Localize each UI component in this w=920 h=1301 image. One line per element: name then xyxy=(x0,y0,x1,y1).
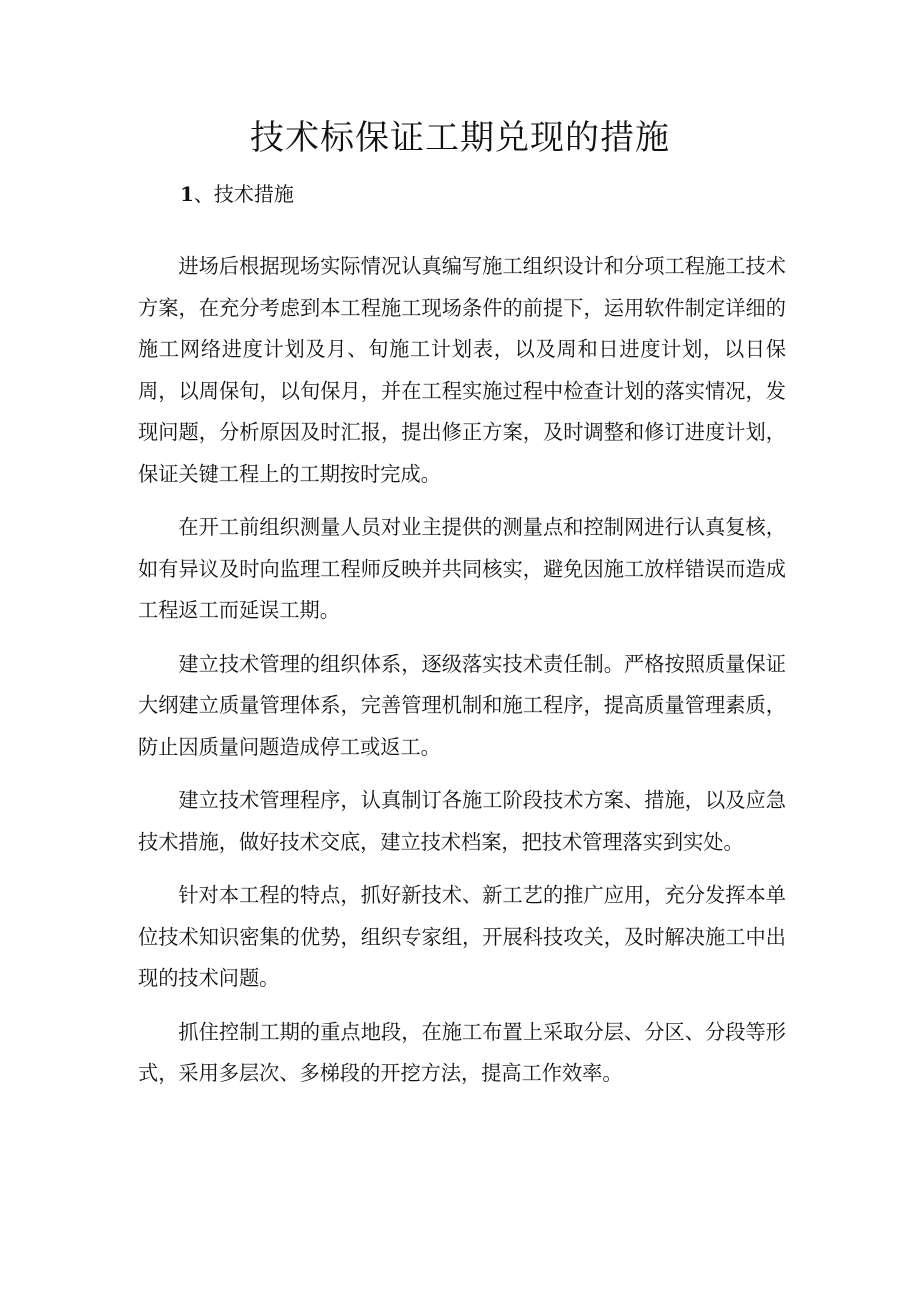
section-number: 1 xyxy=(180,182,194,206)
section-separator: 、 xyxy=(193,182,214,206)
section-heading xyxy=(180,174,294,214)
paragraph: 抓住控制工期的重点地段，在施工布置上采取分层、分区、分段等形式，采用多层次、多梯段的开挖方法，提高工作效率。 xyxy=(138,1019,786,1085)
paragraph: 针对本工程的特点，抓好新技术、新工艺的推广应用，充分发挥本单位技术知识密集的优势，组织专家组，开展科技攻关，及时解决施工中出现的技术问题。 xyxy=(138,883,786,990)
paragraph: 建立技术管理程序，认真制订各施工阶段技术方案、措施，以及应急技术措施，做好技术交底，建立技术档案，把技术管理落实到实处。 xyxy=(138,788,786,854)
paragraph: 建立技术管理的组织体系，逐级落实技术责任制。严格按照质量保证大纲建立质量管理体系，完善管理机制和施工程序，提高质量管理素质，防止因质量问题造成停工或返工。 xyxy=(138,651,786,759)
paragraph: 在开工前组织测量人员对业主提供的测量点和控制网进行认真复核，如有异议及时向监理工程师反映并共同核实，避免因施工放样错误而造成工程返工而延误工期。 xyxy=(138,515,786,622)
section-body xyxy=(138,246,786,1107)
paragraph: 进场后根据现场实际情况认真编写施工组织设计和分项工程施工技术方案，在充分考虑到本工程施工现场条件的前提下，运用软件制定详细的施工网络进度计划及月、旬施工计划表，以及周和日进度计划，以日保周，以周保旬，以旬保月，并在工程实施过程中检查计划的落实情况，发现问题，分析原因及时汇报，提出修正方案，及时调整和修订进度计划，保证关键工程上的工期按时完成。 xyxy=(138,254,786,486)
document-title: 技术标保证工期兑现的措施 xyxy=(250,118,670,158)
section-heading-text: 技术措施 xyxy=(213,182,294,206)
